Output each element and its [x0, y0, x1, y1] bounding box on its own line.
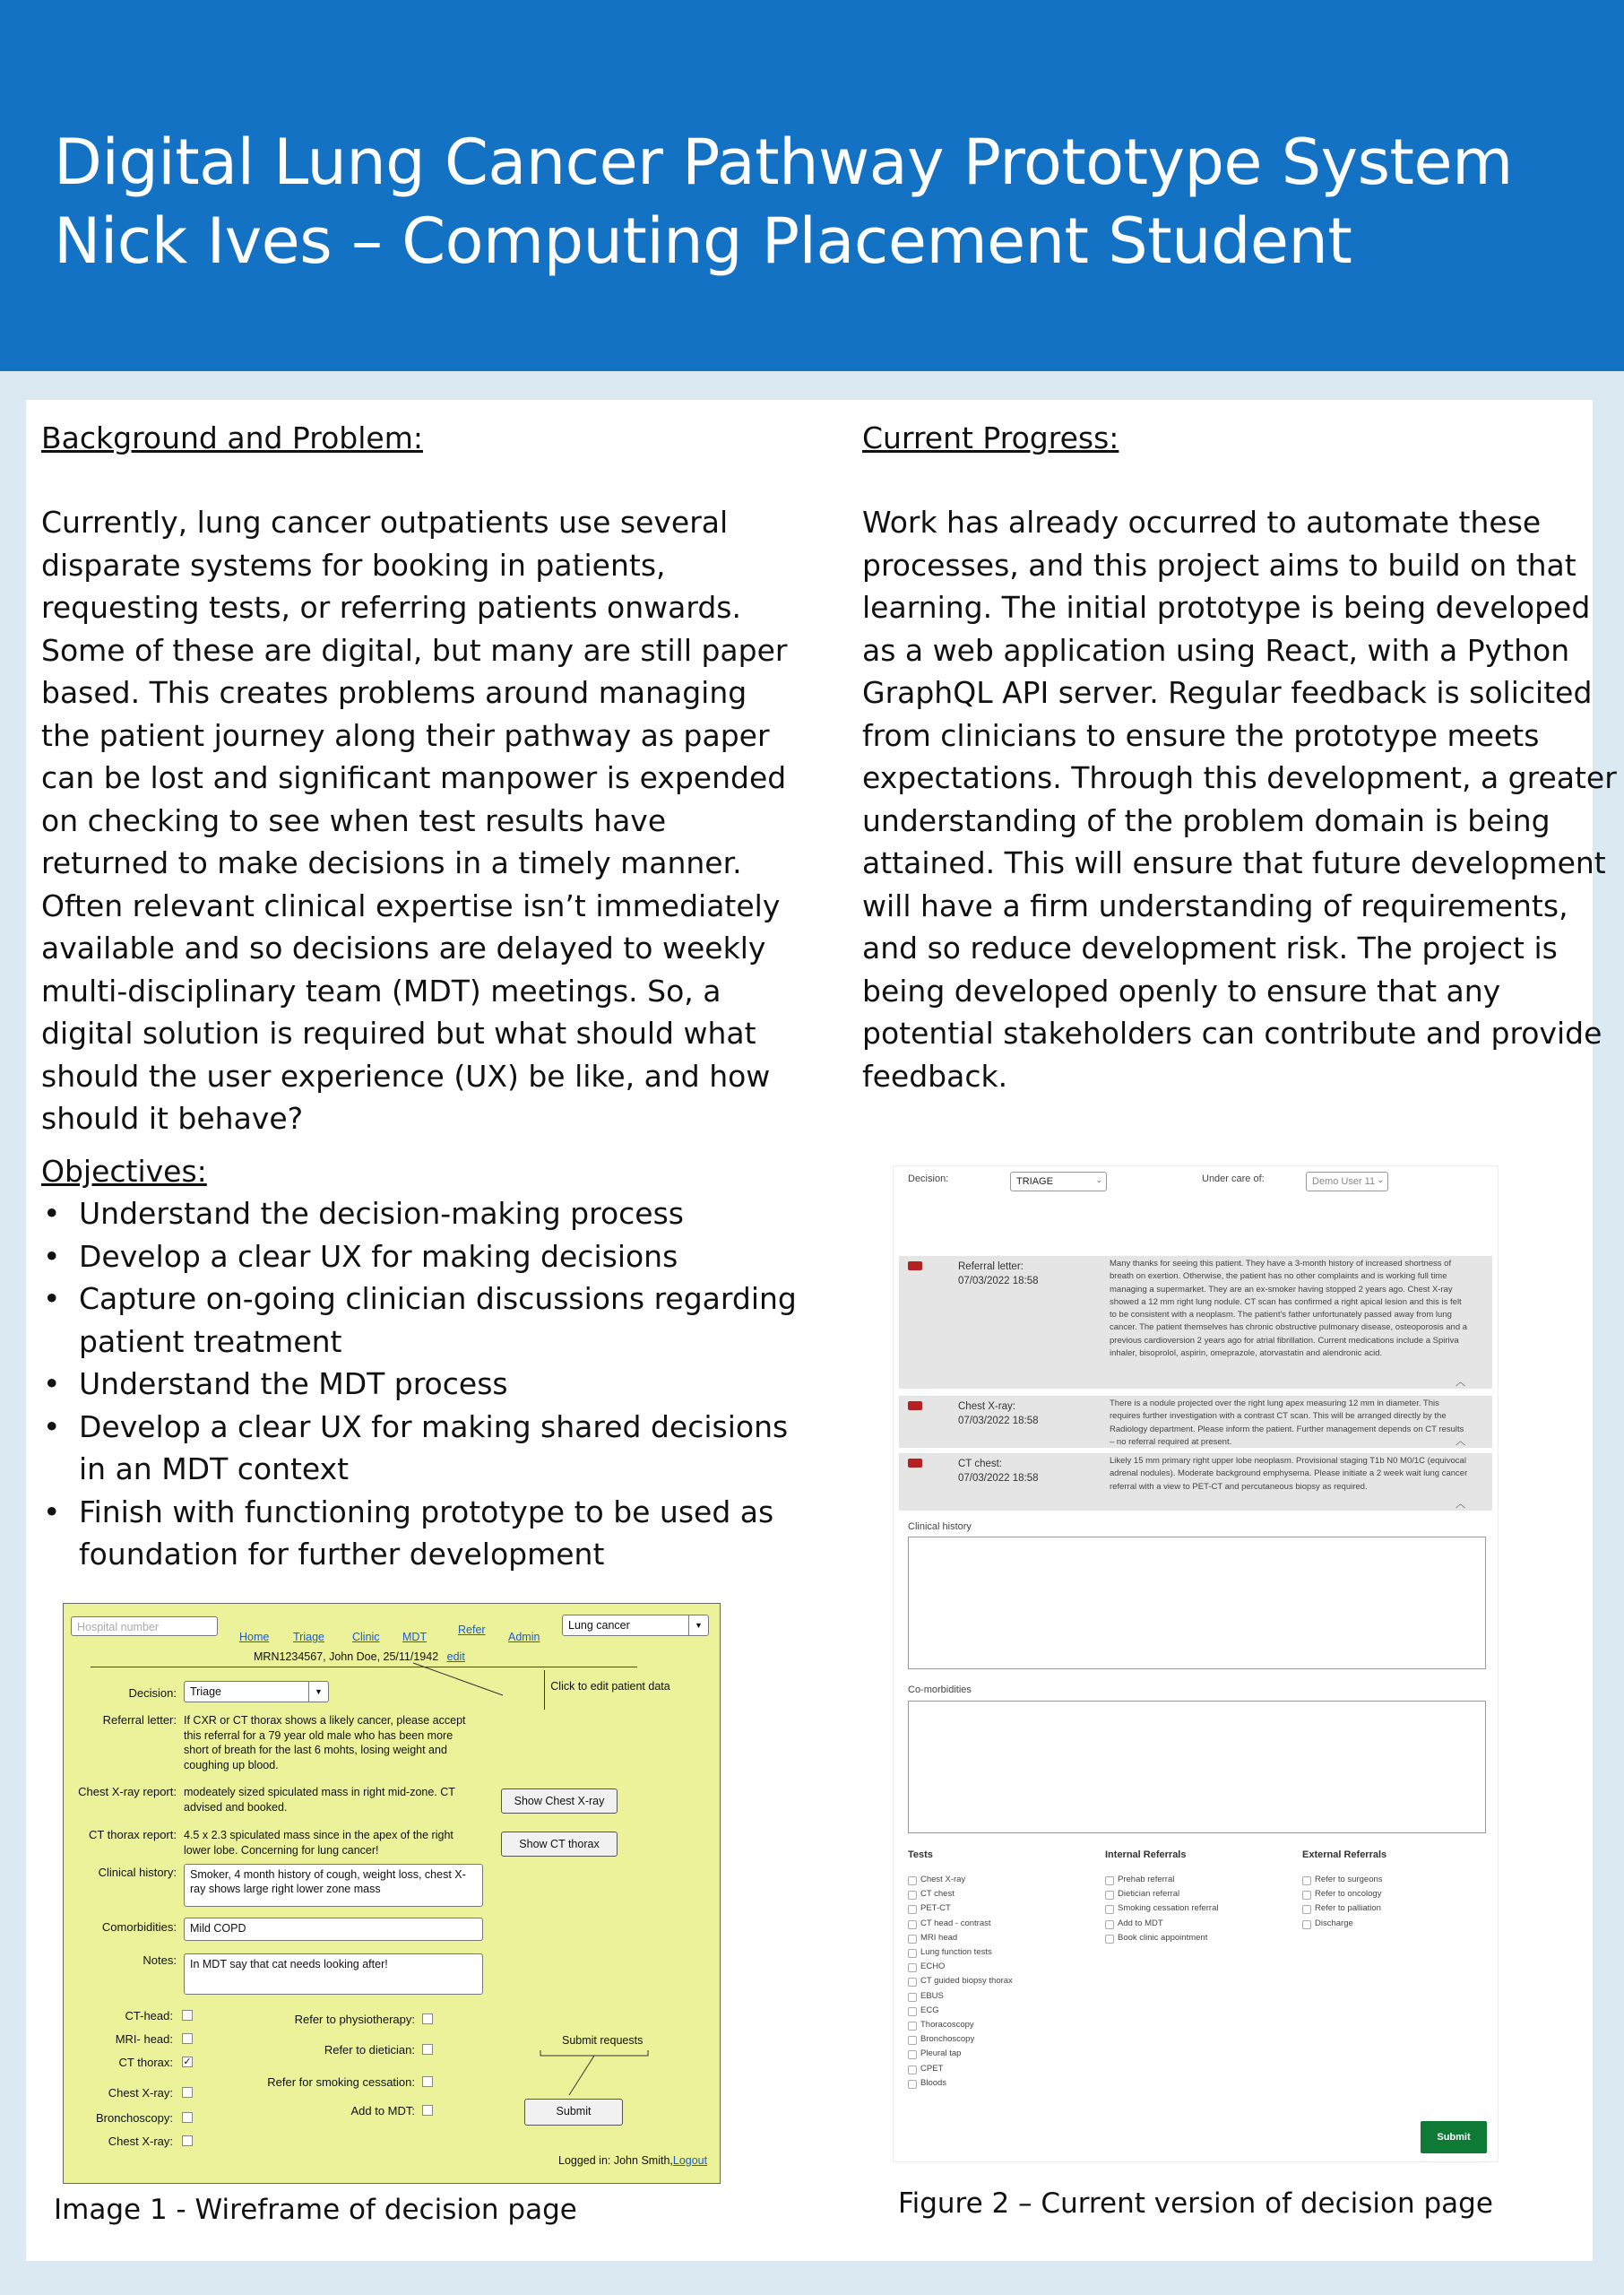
fig-decision-select[interactable] — [1010, 1172, 1107, 1191]
fig-clinical-history-field[interactable] — [908, 1537, 1486, 1669]
record-file-icon — [908, 1459, 922, 1468]
login-status — [558, 2154, 707, 2167]
decision-select[interactable] — [184, 1681, 329, 1702]
objective-item — [41, 1363, 797, 1406]
background-heading: Background and Problem: — [41, 420, 423, 455]
image1-caption: Image 1 - Wireframe of decision page — [54, 2194, 577, 2226]
record-file-icon — [908, 1261, 922, 1270]
fig-clinical-label: Clinical history — [908, 1521, 972, 1532]
progress-line: attained. This will ensure that future development — [862, 845, 1606, 880]
checkbox-item[interactable]: Refer to oncology — [1302, 1889, 1381, 1899]
checkbox-item[interactable]: Add to MDT — [1105, 1918, 1163, 1928]
comorbidities-field[interactable]: Mild COPD — [184, 1918, 483, 1941]
fig-submit-button[interactable]: Submit — [1421, 2121, 1487, 2153]
progress-line: potential stakeholders can contribute and provide — [862, 1016, 1602, 1051]
background-line: multi-disciplinary team (MDT) meetings. So, a — [41, 973, 721, 1009]
poster-author: Nick Ives – Computing Placement Student — [54, 204, 1352, 278]
test-checkbox[interactable] — [182, 2010, 193, 2021]
test-label: Bronchoscopy: — [96, 2111, 173, 2125]
background-text — [41, 501, 787, 1140]
record-text: There is a nodule projected over the right lung apex measuring 12 mm in diameter. This requires further investigation with a contrast CT scan. This will be arranged directly by the Radiology department. Please inform the patient. Further management depends on CT results – no referral required at present. — [1110, 1399, 1464, 1447]
progress-text — [862, 501, 1617, 1097]
progress-line: and so reduce development risk. The project is — [862, 931, 1558, 966]
fig-care-label: Under care of: — [1202, 1173, 1265, 1184]
figure2-caption: Figure 2 – Current version of decision page — [898, 2187, 1493, 2220]
checkbox-item[interactable]: CPET — [908, 2064, 943, 2074]
fig-tests-heading: Tests — [908, 1849, 933, 1860]
test-checkbox[interactable] — [182, 2033, 193, 2044]
progress-line: will have a firm understanding of requirements, — [862, 888, 1568, 923]
progress-line: Work has already occurred to automate these — [862, 505, 1542, 540]
background-line: Often relevant clinical expertise isn’t immediately — [41, 888, 781, 923]
referral-label: Refer to dietician: — [324, 2043, 415, 2057]
referral-label: Refer to physiotherapy: — [294, 2013, 415, 2026]
background-line: can be lost and significant manpower is expended — [41, 760, 787, 795]
objective-item — [41, 1235, 797, 1278]
pathway-select[interactable] — [562, 1615, 709, 1636]
objective-line: patient treatment — [79, 1323, 342, 1359]
fig-care-select[interactable] — [1306, 1172, 1388, 1191]
referral-letter-text: If CXR or CT thorax shows a likely cancer, please accept this referral for a 79 year old male who has been more short of breath for the last 6 mohts, losing weight and coughing up blood. — [184, 1714, 466, 1771]
fig-external-heading: External Referrals — [1302, 1849, 1387, 1860]
notes-field[interactable]: In MDT say that cat needs looking after! — [184, 1953, 483, 1995]
record-row[interactable] — [899, 1396, 1492, 1448]
test-label: Chest X-ray: — [108, 2135, 173, 2148]
ct-thorax-report-label: CT thorax report: — [88, 1828, 177, 1841]
chevron-down-icon: ▼ — [688, 1615, 708, 1635]
checkbox-item[interactable]: Prehab referral — [1105, 1875, 1174, 1884]
referral-label: Refer for smoking cessation: — [267, 2075, 415, 2089]
record-date: 07/03/2022 18:58 — [958, 1473, 1039, 1484]
objective-line: • Understand the MDT process — [79, 1366, 508, 1401]
checkbox-item[interactable]: Thoracoscopy — [908, 2020, 974, 2030]
record-date: 07/03/2022 18:58 — [958, 1416, 1039, 1426]
patient-line: MRN1234567, John Doe, 25/11/1942 — [254, 1650, 439, 1663]
record-date: 07/03/2022 18:58 — [958, 1276, 1039, 1286]
progress-line: GraphQL API server. Regular feedback is solicited — [862, 675, 1593, 710]
record-type: CT chest: — [958, 1459, 1002, 1469]
test-checkbox[interactable] — [182, 2135, 193, 2146]
objective-item — [41, 1491, 797, 1576]
record-label — [958, 1260, 1039, 1288]
background-line: Some of these are digital, but many are still paper — [41, 632, 788, 668]
record-row[interactable] — [899, 1453, 1492, 1511]
background-line: requesting tests, or referring patients onwards. — [41, 590, 741, 625]
checkbox-item[interactable]: Discharge — [1302, 1918, 1353, 1928]
submit-callout-connector — [539, 2048, 673, 2102]
objective-line: • Capture on-going clinician discussions regarding — [79, 1281, 797, 1316]
hospital-number-input[interactable]: Hospital number — [71, 1616, 218, 1636]
test-checkbox[interactable] — [182, 2112, 193, 2123]
background-line: returned to make decisions in a timely manner. — [41, 845, 742, 880]
fig-internal-heading: Internal Referrals — [1105, 1849, 1187, 1860]
checkbox-item[interactable]: CT chest — [908, 1889, 955, 1899]
progress-line: expectations. Through this development, a greater — [862, 760, 1617, 795]
checkbox-item[interactable]: Chest X-ray — [908, 1875, 965, 1884]
fig-comorb-label: Co-morbidities — [908, 1684, 972, 1695]
checkbox-item[interactable]: Dietician referral — [1105, 1889, 1179, 1899]
poster-title: Digital Lung Cancer Pathway Prototype System — [54, 126, 1513, 199]
nav-link-mdt[interactable]: MDT — [402, 1631, 428, 1643]
chevron-down-icon: ▼ — [308, 1682, 328, 1702]
checkbox-item[interactable]: Pleural tap — [908, 2048, 961, 2058]
referral-checkbox[interactable] — [422, 2105, 433, 2116]
checkbox-item[interactable]: Bronchoscopy — [908, 2034, 974, 2044]
wireframe-submit-button[interactable]: Submit — [524, 2099, 623, 2126]
fig-decision-label: Decision: — [908, 1173, 949, 1184]
objective-item — [41, 1192, 797, 1235]
checkbox-item[interactable]: Lung function tests — [908, 1947, 992, 1957]
current-decision-page — [893, 1165, 1499, 2162]
checkbox-item[interactable]: CT head - contrast — [908, 1918, 991, 1928]
comorbidities-label: Comorbidities: — [101, 1920, 177, 1934]
checkbox-item[interactable]: Refer to surgeons — [1302, 1875, 1383, 1884]
wireframe-decision-page — [63, 1603, 721, 2184]
objective-line: • Develop a clear UX for making shared decisions — [79, 1408, 789, 1444]
background-line: based. This creates problems around managing — [41, 675, 747, 710]
background-line: on checking to see when test results have — [41, 802, 667, 838]
background-line: disparate systems for booking in patients, — [41, 547, 666, 583]
submit-callout-text: Submit requests — [562, 2034, 644, 2047]
background-line: the patient journey along their pathway as paper — [41, 717, 770, 753]
clinical-history-field[interactable]: Smoker, 4 month history of cough, weight loss, chest X-ray shows large right lower zone mass — [184, 1864, 483, 1907]
chevron-up-icon[interactable]: ︿ — [1456, 1377, 1465, 1388]
background-line: should it behave? — [41, 1101, 304, 1136]
fig-comorbidities-field[interactable] — [908, 1701, 1486, 1833]
objective-line: in an MDT context — [79, 1451, 350, 1486]
referral-letter-label: Referral letter: — [102, 1713, 177, 1727]
progress-line: learning. The initial prototype is being developed — [862, 590, 1591, 625]
record-type: Chest X-ray: — [958, 1401, 1015, 1412]
progress-line: feedback. — [862, 1058, 1008, 1094]
record-label — [958, 1399, 1039, 1428]
referral-checkbox[interactable] — [422, 2076, 433, 2087]
test-label: MRI- head: — [115, 2032, 173, 2046]
objective-line: foundation for further development — [79, 1537, 605, 1572]
objective-line: • Develop a clear UX for making decisions — [79, 1238, 678, 1274]
decision-value: Triage — [190, 1685, 221, 1698]
logged-in-text: Logged in: John Smith, — [558, 2154, 673, 2167]
checkbox-item[interactable]: ECG — [908, 2005, 939, 2015]
record-text: Likely 15 mm primary right upper lobe neoplasm. Provisional staging T1b N0 M0/1C (equivocal adrenal nodules). Moderate background emphysema. Please initiate a 2 week wait lung cancer referral with a view to PET-CT and percutaneous biopsy as required. — [1110, 1456, 1468, 1492]
notes-label: Notes: — [143, 1953, 177, 1967]
checkbox-item[interactable]: PET-CT — [908, 1903, 951, 1913]
chest-xray-report-label: Chest X-ray report: — [78, 1785, 177, 1798]
checkbox-item[interactable]: Book clinic appointment — [1105, 1933, 1207, 1943]
objectives-heading: Objectives: — [41, 1154, 207, 1189]
objective-line: • Understand the decision-making process — [79, 1196, 684, 1231]
referral-label: Add to MDT: — [350, 2104, 415, 2117]
test-checkbox[interactable] — [182, 2087, 193, 2098]
background-line: digital solution is required but what should what — [41, 1016, 756, 1051]
chest-xray-report-text: modeately sized spiculated mass in right mid-zone. CT advised and booked. — [184, 1786, 455, 1814]
chevron-down-icon: ⌄ — [1377, 1175, 1384, 1184]
chevron-up-icon[interactable]: ︿ — [1456, 1436, 1465, 1447]
checkbox-item[interactable]: Smoking cessation referral — [1105, 1903, 1218, 1913]
nav-link-admin[interactable]: Admin — [508, 1631, 540, 1643]
background-line: available and so decisions are delayed to weekly — [41, 931, 766, 966]
nav-link-home[interactable]: Home — [239, 1631, 270, 1643]
logout-link[interactable]: Logout — [672, 2154, 708, 2167]
progress-line: processes, and this project aims to build on that — [862, 547, 1576, 583]
chevron-up-icon[interactable]: ︿ — [1456, 1499, 1465, 1510]
clinical-history-label: Clinical history: — [98, 1866, 177, 1879]
checkbox-item[interactable]: CT guided biopsy thorax — [908, 1976, 1013, 1986]
checkbox-item[interactable]: EBUS — [908, 1991, 944, 2001]
nav-link-triage[interactable]: Triage — [293, 1631, 324, 1643]
progress-line: understanding of the problem domain is being — [862, 802, 1551, 838]
checkbox-item[interactable]: MRI head — [908, 1933, 957, 1943]
fig-care-value: Demo User 11 — [1312, 1176, 1376, 1187]
pathway-select-value: Lung cancer — [568, 1619, 630, 1632]
ct-thorax-report-text: 4.5 x 2.3 spiculated mass since in the apex of the right lower lobe. Concerning for lung cancer! — [184, 1829, 454, 1857]
background-line: Currently, lung cancer outpatients use several — [41, 505, 729, 540]
objective-line: • Finish with functioning prototype to be used as — [79, 1494, 774, 1529]
progress-line: from clinicians to ensure the prototype meets — [862, 717, 1540, 753]
chevron-down-icon: ⌄ — [1095, 1175, 1102, 1184]
progress-line: as a web application using React, with a Python — [862, 632, 1570, 668]
objective-item — [41, 1277, 797, 1363]
decision-label: Decision: — [128, 1686, 177, 1700]
test-checkbox[interactable]: ✓ — [183, 2057, 192, 2067]
record-text: Many thanks for seeing this patient. They have a 3-month history of increased shortness of breath on exertion. Otherwise, the patient has no other complaints and is working full time managing a supermarket. They are an ex-smoker having stopped 2 years ago. Chest X-ray showed a 12 mm right lung nodule. CT scan has confirmed a right apical lesion and this is felt to be consistent with a neoplasm. The patient's father unfortunately passed away from lung cancer. The patient themselves has chronic obstructive pulmonary disease, osteoporosis and a previous cardioversion 2 years ago for atrial fibrillation. Current medications include a Spiriva inhaler, bisoprolol, aspirin, omeprazole, atorvastatin and alendronic acid. — [1110, 1259, 1468, 1359]
edit-callout-text: Click to edit patient data — [550, 1680, 670, 1693]
record-file-icon — [908, 1401, 922, 1410]
edit-patient-link[interactable]: edit — [446, 1650, 465, 1663]
poster-header — [0, 0, 1624, 371]
objective-item — [41, 1406, 797, 1491]
test-label: CT-head: — [125, 2009, 173, 2022]
checkbox-item[interactable]: Bloods — [908, 2078, 946, 2088]
record-row[interactable] — [899, 1256, 1492, 1389]
test-label: CT thorax: — [118, 2056, 173, 2069]
nav-link-clinic[interactable]: Clinic — [352, 1631, 380, 1643]
record-label — [958, 1457, 1039, 1485]
test-label: Chest X-ray: — [108, 2086, 173, 2100]
progress-heading: Current Progress: — [862, 420, 1119, 455]
referral-checkbox[interactable] — [422, 2014, 433, 2024]
show-ct-thorax-button[interactable]: Show CT thorax — [501, 1832, 618, 1857]
objectives-list — [41, 1192, 797, 1576]
background-line: should the user experience (UX) be like, and how — [41, 1058, 771, 1094]
nav-link-refer[interactable]: Refer — [458, 1624, 486, 1636]
record-type: Referral letter: — [958, 1261, 1024, 1272]
show-chest-xray-button[interactable]: Show Chest X-ray — [501, 1788, 618, 1814]
checkbox-item[interactable]: Refer to palliation — [1302, 1903, 1381, 1913]
progress-line: being developed openly to ensure that any — [862, 973, 1501, 1009]
referral-checkbox[interactable] — [422, 2044, 433, 2055]
fig-decision-value: TRIAGE — [1016, 1176, 1053, 1187]
checkbox-item[interactable]: ECHO — [908, 1962, 945, 1971]
